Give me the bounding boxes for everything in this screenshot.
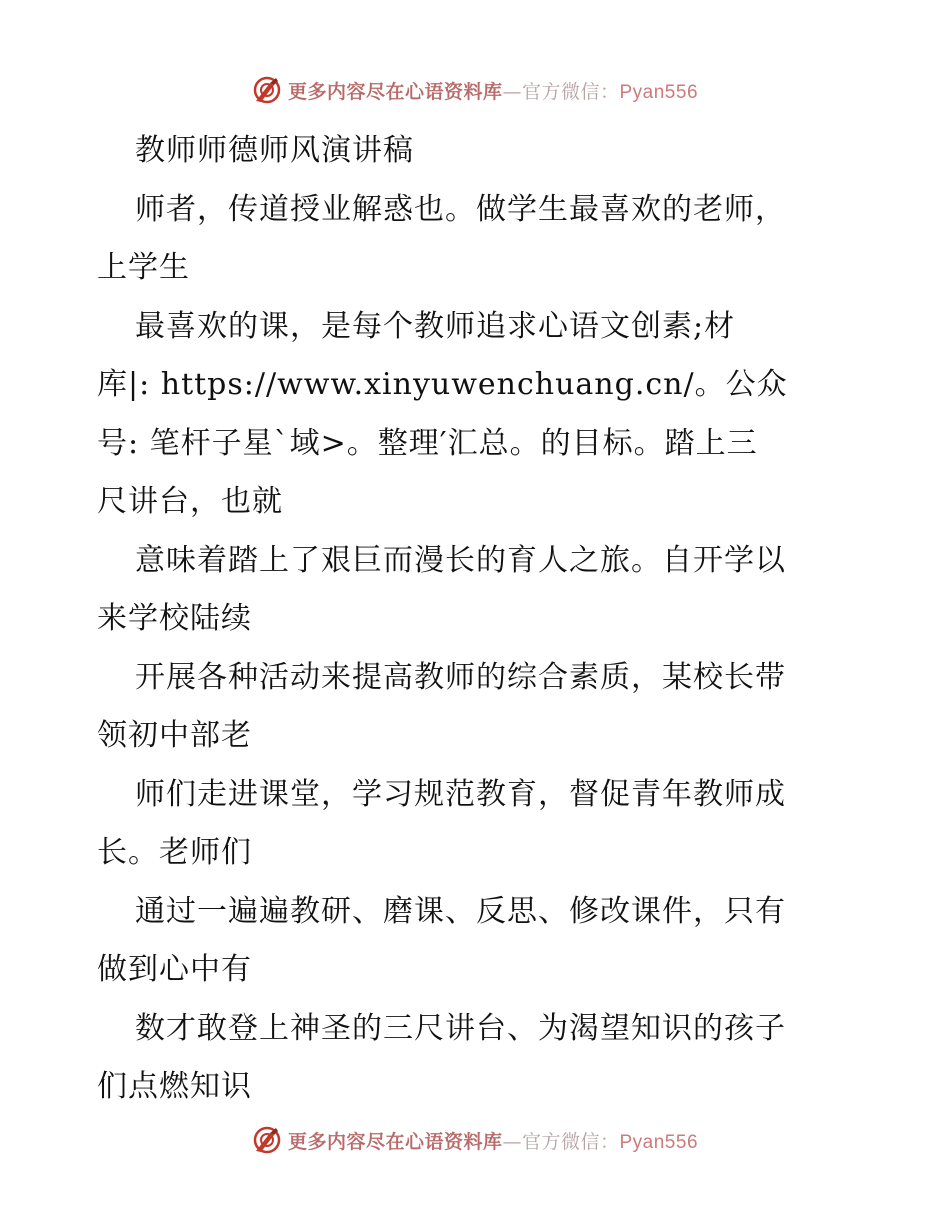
header-wechat-account: Pyan556 <box>619 81 699 103</box>
footer-wechat-label: 官方微信： <box>521 1130 620 1153</box>
pen-logo-icon <box>252 1125 282 1155</box>
header-site-text: 更多内容尽在心语资料库 <box>287 80 503 103</box>
paragraph-line: 库|: https://www.xinyuwenchuang.cn/。公众 <box>97 367 788 402</box>
paragraph-line: 最喜欢的课，是每个教师追求心语文创素;材 <box>135 308 736 344</box>
pen-logo-icon <box>252 75 282 105</box>
paragraph-line: 师者，传道授业解惑也。做学生最喜欢的老师， <box>135 191 786 227</box>
header-wechat-label: 官方微信： <box>521 80 620 103</box>
paragraph-line: 数才敢登上神圣的三尺讲台、为渴望知识的孩子 <box>135 1010 786 1046</box>
document-body <box>97 122 857 1117</box>
paragraph-line: 领初中部老 <box>97 718 252 753</box>
header-dash: — <box>502 80 522 103</box>
footer-banner-text <box>288 1127 698 1154</box>
footer-dash: — <box>502 1130 522 1153</box>
footer-banner <box>0 1122 950 1158</box>
paragraph-line: 来学校陆续 <box>97 601 252 636</box>
header-banner <box>0 72 950 108</box>
paragraph-line: 做到心中有 <box>97 952 252 987</box>
paragraph-line: 上学生 <box>97 250 190 285</box>
paragraph-line: 们点燃知识 <box>97 1069 252 1104</box>
paragraph-line: 号: 笔杆子星`域>。整理′汇总。的目标。踏上三 <box>97 425 758 461</box>
paragraph-line: 长。老师们 <box>97 835 252 870</box>
header-banner-text <box>288 77 698 104</box>
footer-site-text: 更多内容尽在心语资料库 <box>287 1130 503 1153</box>
paragraph-line: 师们走进课堂，学习规范教育，督促青年教师成 <box>135 776 786 812</box>
paragraph-line: 尺讲台，也就 <box>97 484 283 519</box>
paragraph-line: 通过一遍遍教研、磨课、反思、修改课件，只有 <box>135 893 786 929</box>
paragraph-line: 意味着踏上了艰巨而漫长的育人之旅。自开学以 <box>135 542 786 578</box>
document-title: 教师师德师风演讲稿 <box>135 133 414 168</box>
footer-wechat-account: Pyan556 <box>619 1131 699 1153</box>
paragraph-line: 开展各种活动来提高教师的综合素质，某校长带 <box>135 659 786 695</box>
